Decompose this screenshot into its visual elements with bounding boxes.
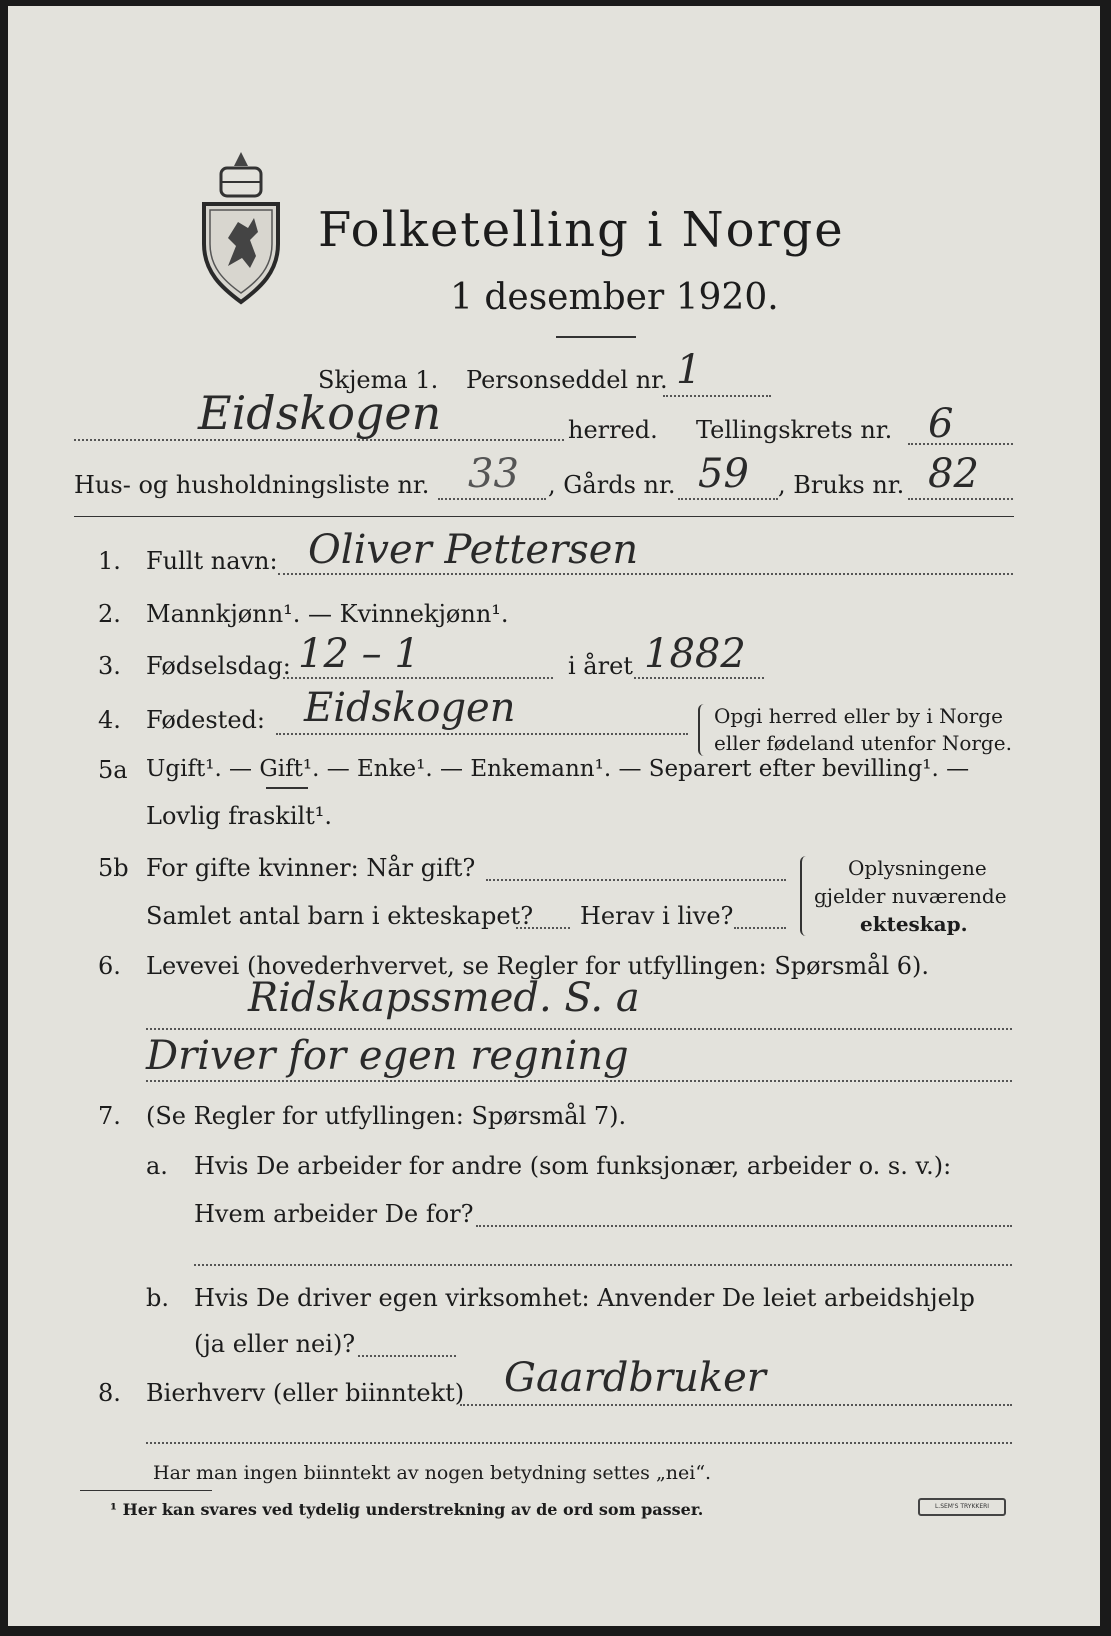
header-separator xyxy=(74,516,1014,517)
q5b-number: 5b xyxy=(98,854,129,882)
q3-year-value: 1882 xyxy=(644,631,746,677)
census-form-page xyxy=(8,6,1100,1626)
q1-value: Oliver Pettersen xyxy=(308,527,639,573)
q5b-when-line xyxy=(486,879,786,881)
personseddel-line xyxy=(663,395,771,397)
hus-label: Hus- og husholdningsliste nr. xyxy=(74,471,430,499)
q6-value-line1: Ridskapssmed. S. a xyxy=(248,975,640,1021)
q4-label: Fødested: xyxy=(146,706,265,734)
bruks-label: , Bruks nr. xyxy=(778,471,905,499)
q5b-note-brace xyxy=(800,856,810,936)
q8-line-extra xyxy=(146,1442,1012,1444)
form-title: Folketelling i Norge xyxy=(318,202,845,258)
norwegian-coat-of-arms-icon xyxy=(196,146,286,306)
q8-line xyxy=(460,1404,1012,1406)
q3-label: Fødselsdag: xyxy=(146,652,291,680)
q5b-note-line2: gjelder nuværende xyxy=(814,884,1007,908)
title-divider xyxy=(556,336,636,338)
q3-line xyxy=(283,677,553,679)
herred-value: Eidskogen xyxy=(198,386,442,440)
q1-label: Fullt navn: xyxy=(146,547,278,575)
q6-value-line2: Driver for egen regning xyxy=(146,1033,629,1079)
q6-line1 xyxy=(146,1028,1012,1030)
q5a-line1: Ugift¹. — Gift¹. — Enke¹. — Enkemann¹. — Separert efter bevilling¹. — xyxy=(146,756,970,782)
q7-number: 7. xyxy=(98,1102,121,1130)
hus-value: 33 xyxy=(468,451,519,497)
q7b-line xyxy=(358,1355,456,1357)
q5b-line1: For gifte kvinner: Når gift? xyxy=(146,854,476,882)
tellingskrets-line xyxy=(908,443,1013,445)
q7b-line2: (ja eller nei)? xyxy=(194,1330,356,1358)
tellingskrets-value: 6 xyxy=(928,401,954,447)
q1-line xyxy=(278,573,1013,575)
footnote: ¹ Her kan svares ved tydelig understrekning av de ord som passer. xyxy=(110,1500,704,1519)
footer-note: Har man ingen biinntekt av nogen betydning settes „nei“. xyxy=(153,1462,712,1484)
q5b-children-line xyxy=(516,927,570,929)
q3-year-line xyxy=(634,677,764,679)
q8-number: 8. xyxy=(98,1379,121,1407)
q4-value: Eidskogen xyxy=(304,685,516,731)
bruks-value: 82 xyxy=(928,451,979,497)
q5a-line2: Lovlig fraskilt¹. xyxy=(146,802,333,830)
q2-number: 2. xyxy=(98,600,121,628)
footnote-rule xyxy=(80,1490,212,1491)
q4-number: 4. xyxy=(98,706,121,734)
q5a-number: 5a xyxy=(98,756,128,784)
q1-number: 1. xyxy=(98,547,121,575)
q3-value: 12 – 1 xyxy=(298,631,420,677)
q3-year-label: i året xyxy=(568,652,633,680)
q7b-letter: b. xyxy=(146,1284,169,1312)
q5b-line2a: Samlet antal barn i ekteskapet? xyxy=(146,902,534,930)
tellingskrets-label: Tellingskrets nr. xyxy=(696,416,893,444)
q6-number: 6. xyxy=(98,952,121,980)
personseddel-value: 1 xyxy=(676,347,702,393)
gift-underline xyxy=(266,787,308,789)
q5b-note-line1: Oplysningene xyxy=(848,856,987,880)
q4-line xyxy=(276,733,688,735)
gards-value: 59 xyxy=(698,451,749,497)
q7a-letter: a. xyxy=(146,1152,168,1180)
q4-note-brace xyxy=(698,704,708,756)
gards-label: , Gårds nr. xyxy=(548,471,676,499)
personseddel-label: Personseddel nr. xyxy=(466,366,668,394)
q2-label: Mannkjønn¹. — Kvinnekjønn¹. xyxy=(146,600,509,628)
bruks-line xyxy=(908,498,1013,500)
hus-line xyxy=(438,498,546,500)
q7a-line xyxy=(476,1225,1012,1227)
printer-stamp: L.SEM'S TRYKKERI xyxy=(918,1498,1006,1516)
q6-line2 xyxy=(146,1080,1012,1082)
q4-note-line2: eller fødeland utenfor Norge. xyxy=(714,731,1012,755)
q7b-line1: Hvis De driver egen virksomhet: Anvender De leiet arbeidshjelp xyxy=(194,1284,975,1312)
herred-label: herred. xyxy=(568,416,658,444)
q7a-line1: Hvis De arbeider for andre (som funksjonær, arbeider o. s. v.): xyxy=(194,1152,952,1180)
q7a-line2: Hvem arbeider De for? xyxy=(194,1200,474,1228)
q3-number: 3. xyxy=(98,652,121,680)
gards-line xyxy=(678,498,778,500)
q4-note-line1: Opgi herred eller by i Norge xyxy=(714,704,1003,728)
skjema-label: Skjema 1. xyxy=(318,366,439,394)
q7a-line-extra xyxy=(194,1264,1012,1266)
q5b-line2b: Herav i live? xyxy=(580,902,734,930)
q5b-note-line3: ekteskap. xyxy=(860,912,968,936)
q5b-alive-line xyxy=(734,927,786,929)
q8-label: Bierhverv (eller biinntekt) xyxy=(146,1379,465,1407)
q6-label: Levevei (hovederhvervet, se Regler for utfyllingen: Spørsmål 6). xyxy=(146,952,930,980)
q8-value: Gaardbruker xyxy=(504,1355,766,1401)
q7-label: (Se Regler for utfyllingen: Spørsmål 7). xyxy=(146,1102,627,1130)
herred-line xyxy=(74,439,564,441)
census-date: 1 desember 1920. xyxy=(450,277,779,318)
